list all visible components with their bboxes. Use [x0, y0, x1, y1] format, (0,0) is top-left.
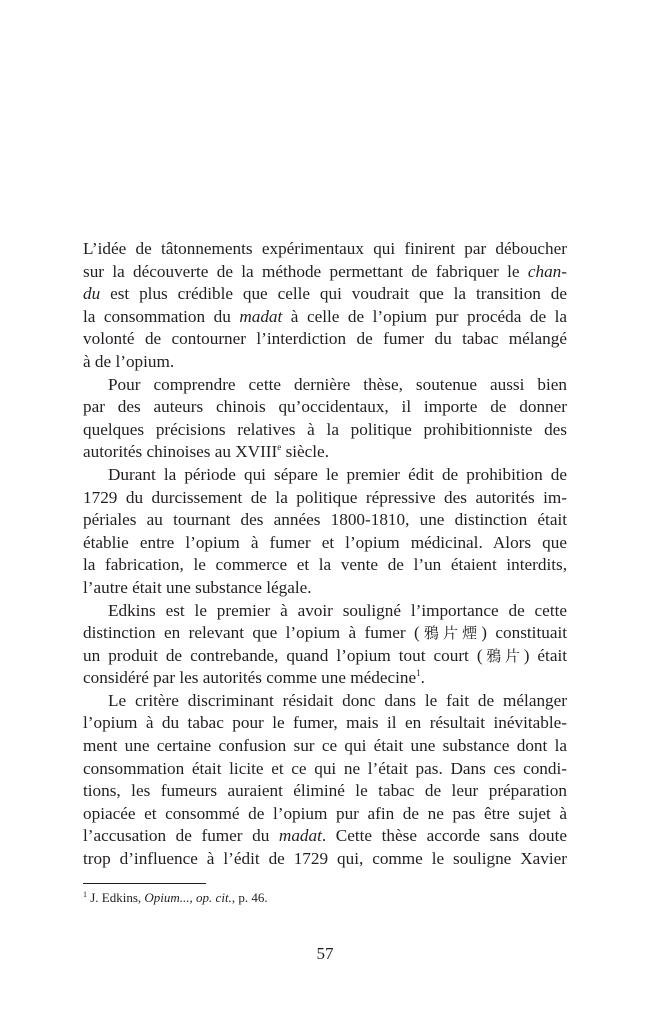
text-line — [83, 238, 567, 261]
text-line — [83, 622, 567, 645]
footnote-title: Opium..., op. cit. — [144, 890, 232, 905]
text-line — [83, 351, 567, 374]
text-run: Le critère discriminant résidait donc dans le fait de mélanger — [108, 690, 567, 710]
text-run: un produit de contrebande, quand l’opium tout court ( — [83, 645, 483, 665]
page-number: 57 — [316, 944, 334, 963]
text-line — [83, 487, 567, 510]
text-line — [83, 261, 567, 284]
text-run: périales au tournant des années 1800-1810, une distinction était — [83, 510, 567, 530]
superscript: e — [277, 442, 282, 453]
text-line — [83, 645, 567, 668]
text-run: opiacée et consommé de l’opium pur afin de ne pas être sujet à — [83, 803, 567, 823]
text-line — [83, 554, 567, 577]
text-run: établie entre l’opium à fumer et l’opium médicinal. Alors que — [83, 532, 567, 552]
text-run: siècle. — [281, 442, 329, 462]
text-run: trop d’influence à l’édit de 1729 qui, comme le souligne Xavier — [83, 849, 567, 869]
text-run: ment une certaine confusion sur ce qui était une substance dont la — [83, 736, 567, 756]
chinese-text: 鴉片煙 — [419, 624, 482, 643]
footnote-author: J. Edkins, — [87, 890, 145, 905]
chinese-text: 鴉片 — [482, 646, 524, 665]
text-line — [83, 532, 567, 555]
text-run: 1729 du durcissement de la politique répressive des autorités im- — [83, 487, 567, 507]
text-run: par des auteurs chinois qu’occidentaux, il importe de donner — [83, 397, 567, 417]
text-run: autorités chinoises au XVIII — [83, 442, 278, 462]
text-line — [83, 396, 567, 419]
text-line — [83, 825, 567, 848]
text-line — [83, 577, 567, 600]
text-run: L’idée de tâtonnements expérimentaux qui finirent par déboucher — [83, 239, 567, 258]
text-line — [83, 735, 567, 758]
text-line — [83, 600, 567, 623]
text-run: l’autre était une substance légale. — [83, 577, 312, 597]
text-run: à de l’opium. — [83, 351, 175, 371]
text-line — [83, 283, 567, 306]
text-line — [83, 306, 567, 329]
footnote — [83, 889, 268, 907]
text-run: considéré par les autorités comme une médecine — [83, 668, 417, 688]
text-line — [83, 509, 567, 532]
italic-text: chan- — [527, 261, 567, 281]
text-run: l’opium à du tabac pour le fumer, mais il en résultait inévitable- — [83, 713, 567, 733]
text-run: . Cette thèse accorde sans doute — [321, 826, 567, 846]
text-run: quelques précisions relatives à la politique prohibitionniste des — [83, 419, 567, 439]
text-run: tions, les fumeurs auraient éliminé le tabac de leur préparation — [83, 781, 567, 801]
footnote-divider — [83, 883, 206, 884]
text-line — [83, 690, 567, 713]
text-run: ) était — [523, 645, 567, 665]
text-line — [83, 374, 567, 397]
text-run: l’accusation de fumer du — [83, 826, 279, 846]
text-line — [83, 780, 567, 803]
text-run: Edkins est le premier à avoir souligné l’importance de cette — [108, 600, 567, 620]
body-text — [83, 238, 567, 871]
text-run: la consommation du — [83, 306, 240, 326]
text-line — [83, 667, 567, 690]
footnote-marker: 1 — [83, 890, 87, 899]
text-run: volonté de contourner l’interdiction de fumer du tabac mélangé — [83, 329, 567, 349]
text-line — [83, 328, 567, 351]
text-run: consommation était licite et ce qui ne l’était pas. Dans ces condi- — [83, 758, 567, 778]
text-line — [83, 441, 567, 464]
text-run: . — [420, 668, 425, 688]
text-line — [83, 803, 567, 826]
text-run: ) constituait — [481, 623, 567, 643]
text-line — [83, 419, 567, 442]
text-run: à celle de l’opium pur procéda de la — [282, 306, 568, 326]
text-run: distinction en relevant que l’opium à fumer ( — [83, 623, 420, 643]
italic-text: madat — [239, 306, 283, 326]
text-run: sur la découverte de la méthode permettant de fabriquer le — [83, 261, 528, 281]
footnote-rest: , p. 46. — [231, 890, 268, 905]
text-run: Pour comprendre cette dernière thèse, soutenue aussi bien — [108, 374, 567, 394]
text-run: la fabrication, le commerce et la vente de l’un étaient interdits, — [83, 555, 567, 575]
superscript: 1 — [416, 668, 421, 679]
text-run: est plus crédible que celle qui voudrait que la transition de — [100, 284, 567, 304]
italic-text: du — [83, 284, 101, 304]
text-line — [83, 758, 567, 781]
text-line — [83, 464, 567, 487]
italic-text: madat — [278, 826, 322, 846]
text-run: Durant la période qui sépare le premier édit de prohibition de — [108, 464, 567, 484]
text-line — [83, 848, 567, 871]
text-line — [83, 712, 567, 735]
